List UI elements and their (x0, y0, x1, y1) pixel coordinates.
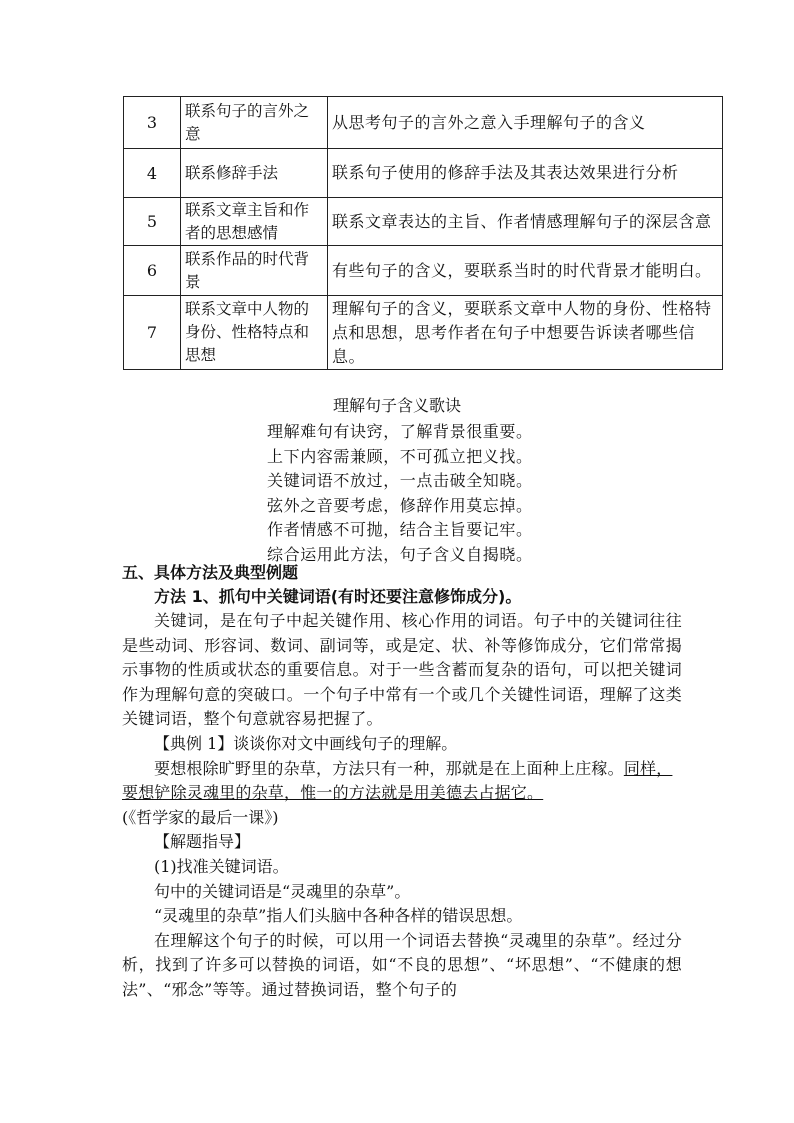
guide-label: 【解题指导】 (154, 832, 251, 852)
mnemonic-poem (0, 394, 794, 568)
step-paragraph: 在理解这个句子的时候，可以用一个词语去替换“灵魂里的杂草”。经过分析，找到了许多可以替换的词语，如“不良的思想”、“坏思想”、“不健康的想法”、“邪念”等等。通过替换词语，整个句子的 (122, 930, 682, 999)
row-number: 4 (124, 149, 181, 198)
table-row (124, 246, 723, 296)
poem-title: 理解句子含义歌诀 (332, 396, 461, 415)
poem-line: 弦外之音要考虑，修辞作用莫忘掉。 (267, 495, 533, 515)
section-heading: 五、具体方法及典型例题 (122, 563, 299, 582)
quote-underlined: 同样，要想铲除灵魂里的杂草，惟一的方法就是用美德去占据它。 (122, 758, 673, 803)
intro-paragraph: 关键词，是在句子中起关键作用、核心作用的词语。句子中的关键词往往是些动词、形容词、数词、副词等，或是定、状、补等修饰成分，它们常常揭示事物的性质或状态的重要信息。对于一些含蓄而复杂的语句，可以把关键词作为理解句意的突破口。一个句子中常有一个或几个关键性词语，理解了这类关键词语，整个句意就容易把握了。 (122, 611, 682, 729)
table-row (124, 198, 723, 246)
row-number: 5 (124, 198, 181, 246)
method-name: 联系文章主旨和作者的思想感情 (181, 198, 328, 246)
method-description: 理解句子的含义，要联系文章中人物的身份、性格特点和思想，思考作者在句子中想要告诉读者哪些信息。 (328, 296, 723, 370)
quote-source: (《哲学家的最后一课》) (122, 807, 279, 827)
step-line: 句中的关键词语是“灵魂里的杂草”。 (154, 881, 411, 901)
poem-line: 理解难句有诀窍，了解背景很重要。 (267, 422, 533, 441)
table-row (124, 149, 723, 198)
step-heading: (1)找准关键词语。 (154, 856, 289, 876)
row-number: 3 (124, 97, 181, 149)
example-quote (122, 757, 682, 806)
main-content (122, 561, 682, 1003)
method-description: 联系文章表达的主旨、作者情感理解句子的深层含意 (328, 198, 723, 246)
table-row (124, 296, 723, 370)
method-description: 联系句子使用的修辞手法及其表达效果进行分析 (328, 149, 723, 198)
row-number: 7 (124, 296, 181, 370)
poem-line: 作者情感不可抛，结合主旨要记牢。 (267, 520, 533, 540)
method-heading: 方法 1、抓句中关键词语(有时还要注意修饰成分)。 (154, 587, 522, 606)
quote-plain: 要想根除旷野里的杂草，方法只有一种，那就是在上面种上庄稼。 (154, 758, 624, 778)
step-line: “灵魂里的杂草”指人们头脑中各种各样的错误思想。 (154, 906, 523, 926)
method-name: 联系修辞手法 (181, 149, 328, 198)
method-description: 有些句子的含义，要联系当时的时代背景才能明白。 (328, 246, 723, 296)
method-name: 联系文章中人物的身份、性格特点和思想 (181, 296, 328, 370)
poem-line: 关键词语不放过，一点击破全知晓。 (267, 471, 533, 491)
row-number: 6 (124, 246, 181, 296)
poem-line: 综合运用此方法，句子含义自揭晓。 (267, 544, 533, 564)
method-description: 从思考句子的言外之意入手理解句子的含义 (328, 97, 723, 149)
example-label: 【典例 1】谈谈你对文中画线句子的理解。 (154, 733, 458, 753)
method-name: 联系句子的言外之意 (181, 97, 328, 149)
poem-line: 上下内容需兼顾，不可孤立把义找。 (267, 446, 533, 466)
table-row (124, 97, 723, 149)
method-name: 联系作品的时代背景 (181, 246, 328, 296)
methods-table (123, 96, 723, 370)
